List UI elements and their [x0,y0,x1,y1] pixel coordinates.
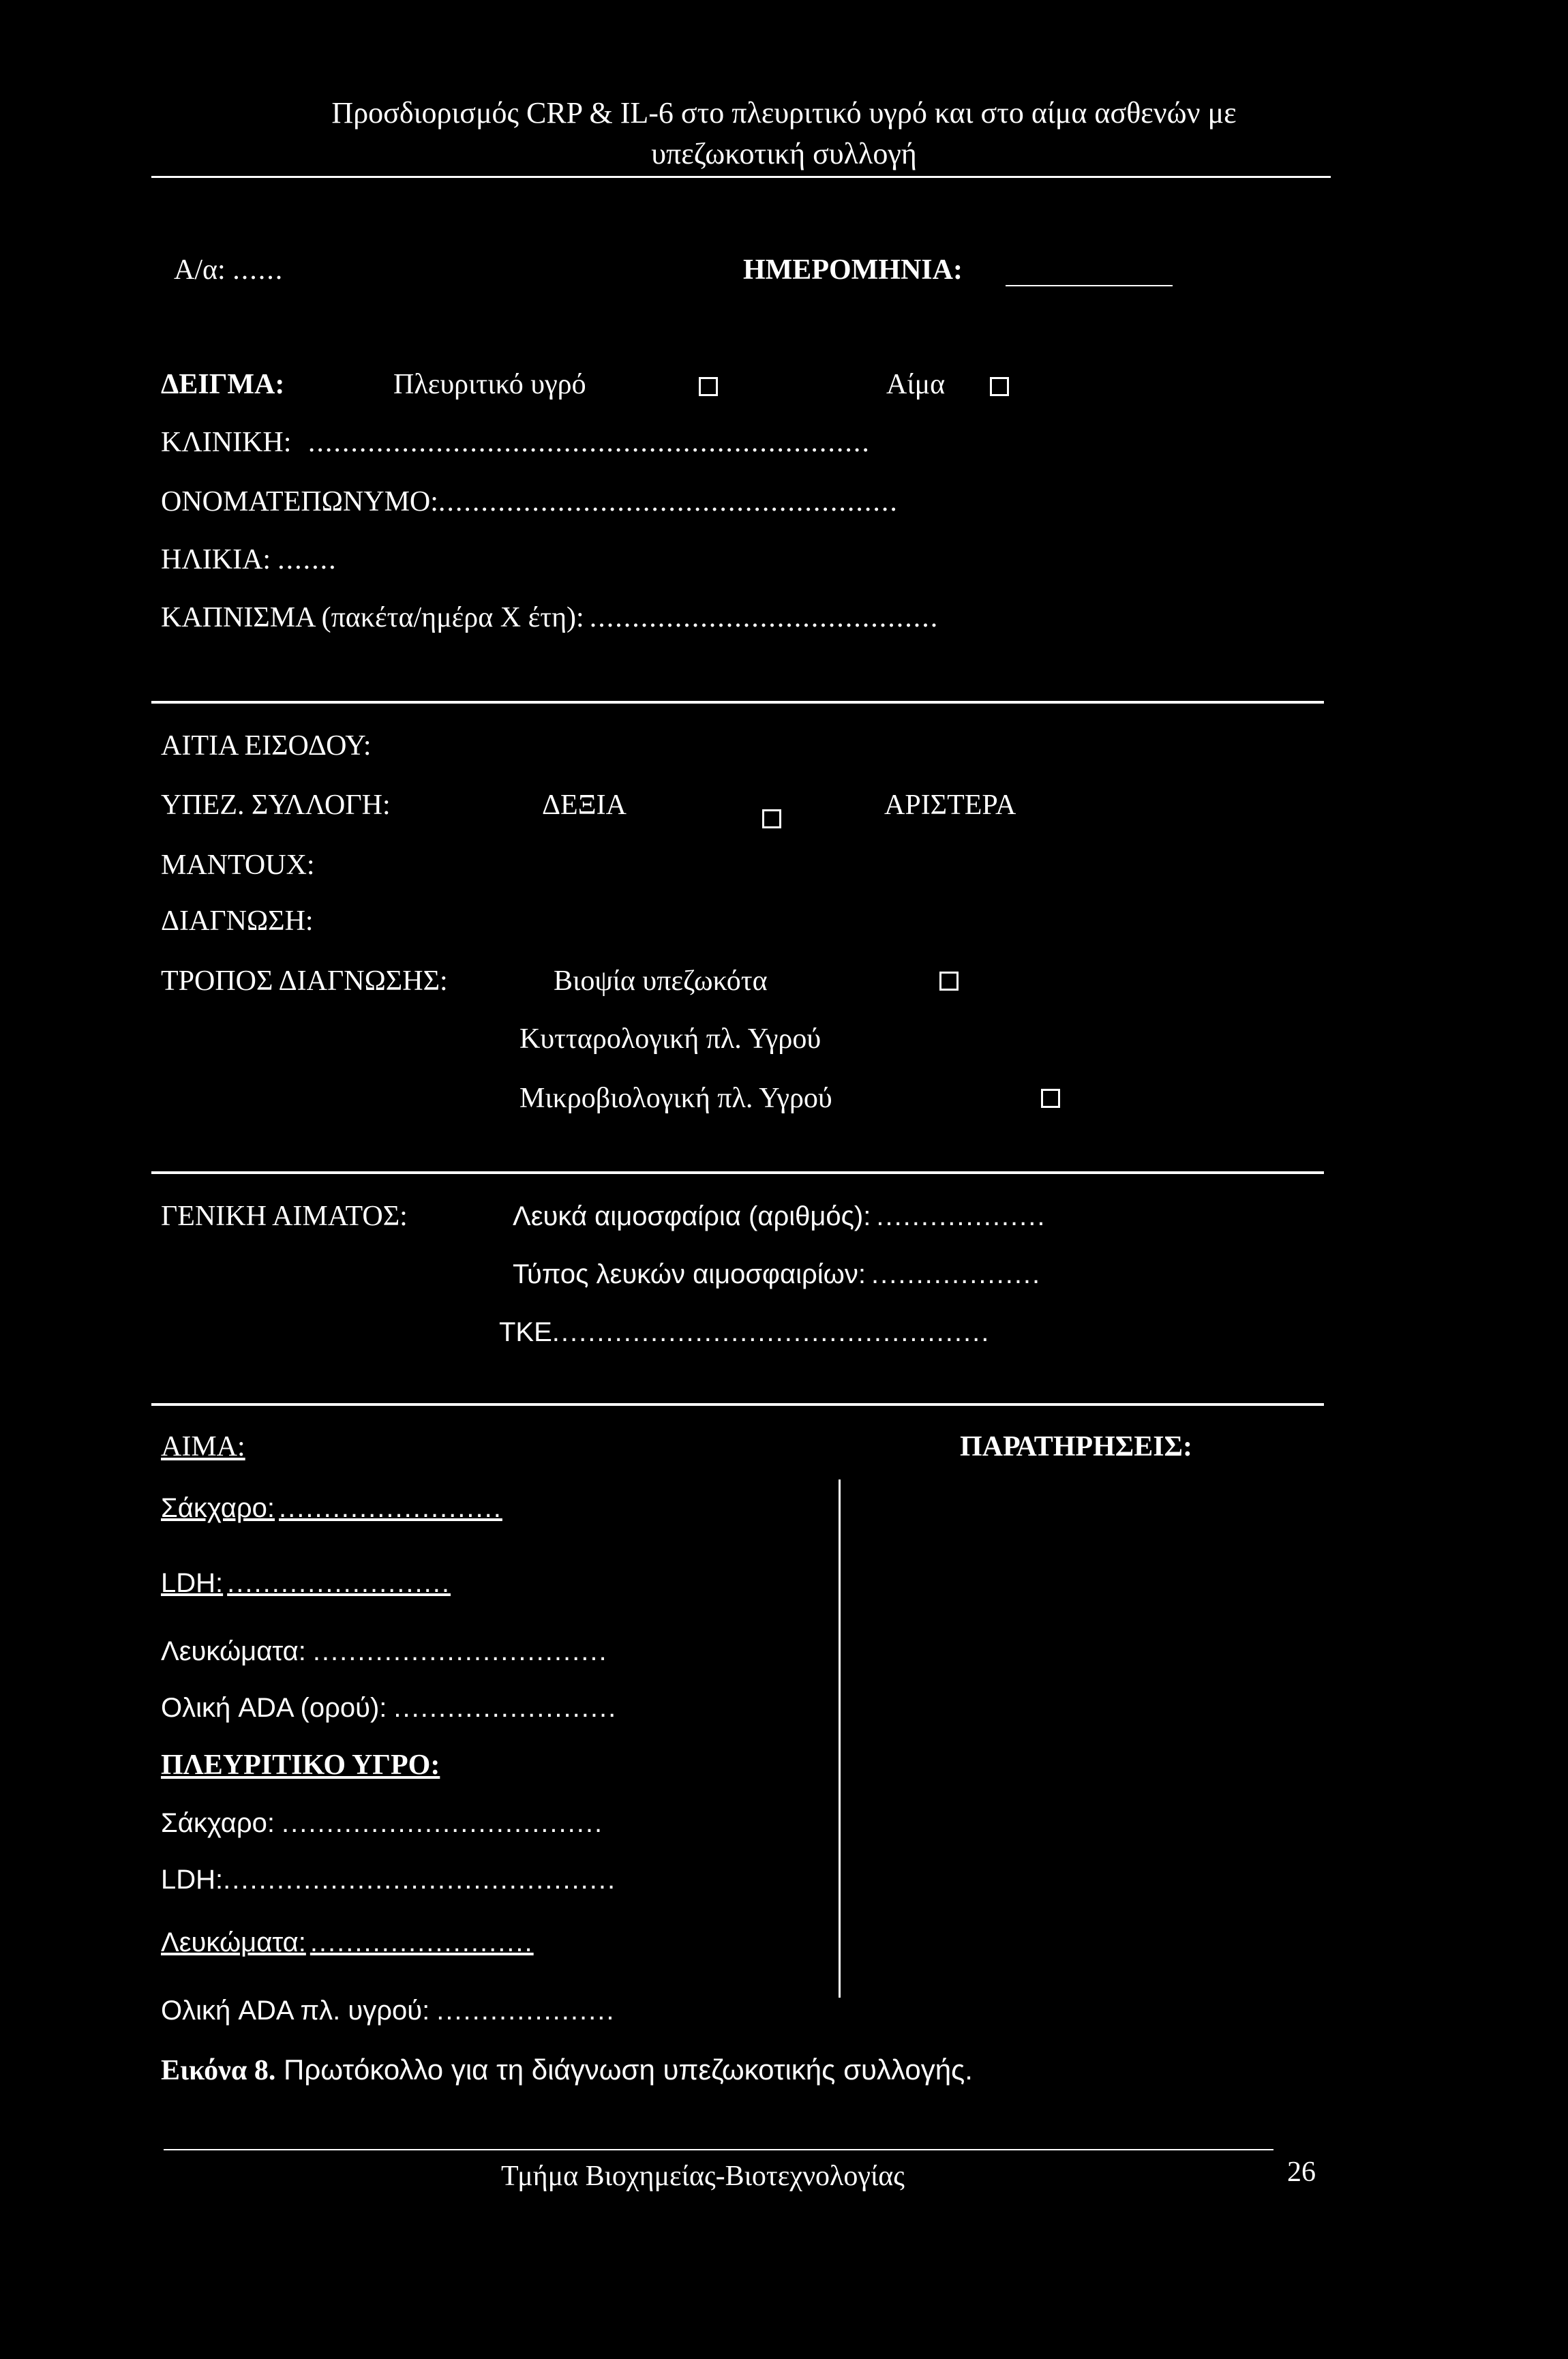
blood-protein-value: ................................. [312,1636,608,1666]
blood-ldh-value: ......................... [227,1568,451,1598]
clinic-field[interactable] [161,426,871,459]
method-option-biopsy-label: Βιοψία υπεζωκότα [554,965,768,997]
blood-ada-value: ......................... [393,1693,618,1723]
method-microbiology-checkbox[interactable] [1041,1089,1060,1108]
aa-value: ...... [232,254,284,286]
method-label: ΤΡΟΠΟΣ ΔΙΑΓΝΩΣΗΣ: [161,965,448,997]
effusion-checkbox[interactable] [762,809,781,828]
remarks-divider [839,1479,841,1998]
esr-field[interactable] [499,1317,990,1348]
blood-sugar-label: Σάκχαρο: [161,1493,275,1523]
name-label: ΟΝΟΜΑΤΕΠΩΝΥΜΟ: [161,486,438,517]
page-number: 26 [1287,2157,1316,2188]
age-label: ΗΛΙΚΙΑ: [161,544,271,575]
smoking-label: ΚΑΠΝΙΣΜΑ (πακέτα/ημέρα Χ έτη): [161,602,584,633]
sample-option-blood-label: Αίμα [886,369,946,400]
clinic-value: .................................................................. [307,427,871,458]
footer-department: Τμήμα Βιοχημείας-Βιοτεχνολογίας [501,2161,905,2192]
age-value: ....... [277,544,337,575]
method-option-microbiology-label: Μικροβιολογική πλ. Υγρού [519,1083,832,1114]
age-field[interactable] [161,543,337,576]
wbc-label: Λευκά αιμοσφαίρια (αριθμός): [513,1201,871,1231]
esr-label: ΤΚΕ [499,1317,552,1347]
wbc-type-label: Τύπος λευκών αιμοσφαιρίων: [513,1259,866,1289]
header-title-line1: Προσδιορισμός CRP & IL-6 στο πλευριτικό υγρό και στο αίμα ασθενών με [331,96,1237,130]
method-biopsy-checkbox[interactable] [939,972,959,991]
sample-option-pleural-label: Πλευριτικό υγρό [393,369,586,400]
section-rule-1 [151,701,1324,704]
pleural-sugar-value: .................................... [282,1808,604,1838]
wbc-type-field[interactable] [513,1259,1041,1290]
pleural-ldh-label: LDH: [161,1865,224,1895]
wbc-value: ................... [876,1201,1046,1231]
figure-caption-text: Πρωτόκολλο για τη διάγνωση υπεζωκοτικής συλλογής. [275,2054,973,2086]
pleural-sugar-field[interactable] [161,1808,603,1839]
clinic-label: ΚΛΙΝΙΚΗ: [161,427,292,458]
blood-ada-label: Ολική ADA (ορού): [161,1693,387,1723]
mantoux-label: MANTOUX: [161,850,315,881]
blood-protein-field[interactable] [161,1636,608,1667]
section-rule-3 [151,1403,1324,1406]
date-label: ΗΜΕΡΟΜΗΝΙΑ: [743,254,963,286]
pleural-ada-label: Ολική ADA πλ. υγρού: [161,1996,430,2026]
diagnosis-label: ΔΙΑΓΝΩΣΗ: [161,905,314,937]
blood-protein-label: Λευκώματα: [161,1636,306,1666]
date-field-line[interactable] [1006,285,1173,286]
pleural-ldh-value: ............................................ [223,1865,617,1895]
pleural-protein-label: Λευκώματα: [161,1927,306,1957]
effusion-left-label: ΑΡΙΣΤΕΡΑ [884,790,1016,821]
blood-sugar-value: ......................... [279,1493,502,1523]
pleural-section-title: ΠΛΕΥΡΙΤΙΚΟ ΥΓΡΟ: [161,1749,440,1781]
sample-pleural-checkbox[interactable] [699,377,718,396]
name-value: ...................................................... [438,486,899,517]
blood-ldh-field[interactable] [161,1568,451,1599]
pleural-ada-field[interactable] [161,1996,615,2026]
pleural-protein-value: ......................... [310,1927,534,1957]
remarks-label: ΠΑΡΑΤΗΡΗΣΕΙΣ: [960,1431,1193,1462]
effusion-right-label: ΔΕΞΙΑ [542,790,627,821]
method-option-cytology-label: Κυτταρολογική πλ. Υγρού [519,1023,821,1055]
figure-caption-number: Εικόνα 8. [161,2055,276,2086]
sample-blood-checkbox[interactable] [990,377,1009,396]
aa-field[interactable] [174,254,284,286]
name-field[interactable] [161,485,899,518]
smoking-value: ......................................... [589,602,939,633]
admission-label: ΑΙΤΙΑ ΕΙΣΟΔΟΥ: [161,730,372,762]
pleural-ada-value: .................... [436,1996,616,2026]
blood-general-label: ΓΕΝΙΚΗ ΑΙΜΑΤΟΣ: [161,1201,408,1232]
aa-label: Α/α: [174,254,226,286]
esr-value: ................................................. [552,1317,991,1347]
pleural-sugar-label: Σάκχαρο: [161,1808,275,1838]
blood-sugar-field[interactable] [161,1493,502,1524]
wbc-field[interactable] [513,1201,1046,1232]
blood-ada-field[interactable] [161,1693,617,1724]
wbc-type-value: ................... [871,1259,1042,1289]
blood-ldh-label: LDH: [161,1568,224,1598]
figure-caption [161,2054,973,2087]
blood-section-title: ΑΙΜΑ: [161,1431,245,1462]
header-title-line2: υπεζωκοτική συλλογή [651,137,917,170]
pleural-ldh-field[interactable] [161,1865,616,1895]
effusion-label: ΥΠΕΖ. ΣΥΛΛΟΓΗ: [161,790,391,821]
sample-label: ΔΕΙΓΜΑ: [161,369,285,400]
section-rule-2 [151,1171,1324,1174]
smoking-field[interactable] [161,601,939,634]
pleural-protein-field[interactable] [161,1927,534,1958]
footer-rule [164,2149,1273,2150]
header-rule [151,176,1331,178]
